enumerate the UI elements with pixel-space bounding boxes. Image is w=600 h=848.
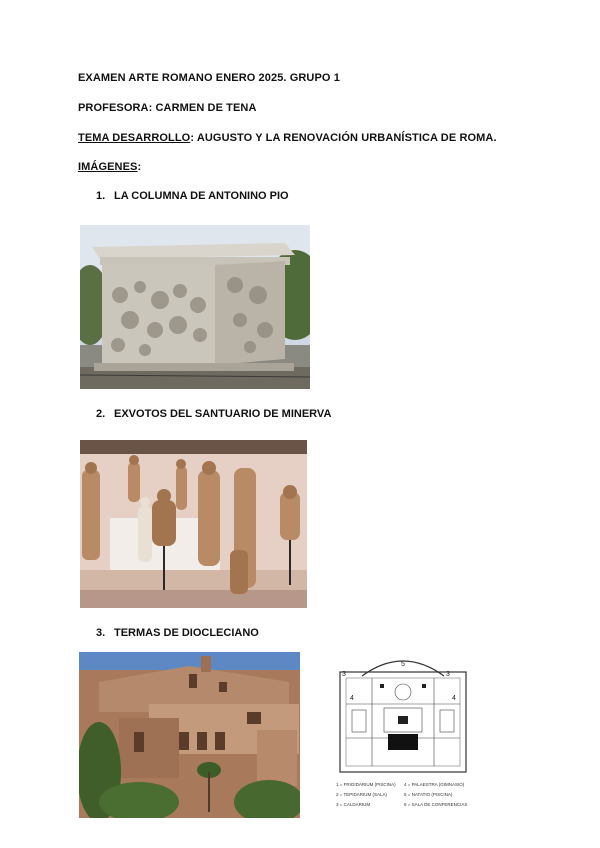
plan-legend-6: 6 = SALA DE CONFERENCIAS [404,802,468,807]
item-label: LA COLUMNA DE ANTONINO PIO [114,190,289,202]
topic-line [78,132,497,144]
teacher-name: PROFESORA: CARMEN DE TENA [78,102,257,114]
svg-text:3: 3 [342,671,346,678]
svg-text:4: 4 [350,695,354,702]
topic-text: : AUGUSTO Y LA RENOVACIÓN URBANÍSTICA DE ROMA. [190,132,497,144]
antonine-column-base-photo [80,225,310,389]
plan-legend-3: 3 = CALDARIUM [336,802,371,807]
plan-legend-5: 5 = NATATIO (PISCINA) [404,792,453,797]
svg-text:5: 5 [401,661,405,668]
images-heading [78,161,141,173]
item-number: 1. [96,190,106,202]
exam-title: EXAMEN ARTE ROMANO ENERO 2025. GRUPO 1 [78,72,340,84]
item-number: 3. [96,627,106,639]
list-item-2 [96,408,331,420]
plan-legend-1: 1 = FRIGIDARIUM (PISCINA) [336,782,396,787]
minerva-votives-photo [80,440,307,608]
plan-legend-2: 2 = TEPIDARIUM (SALA) [336,792,388,797]
item-label: EXVOTOS DEL SANTUARIO DE MINERVA [114,408,332,420]
item-label: TERMAS DE DIOCLECIANO [114,627,259,639]
diocletian-baths-photo [79,652,300,818]
svg-text:4: 4 [452,695,456,702]
list-item-1 [96,190,289,202]
plan-legend-4: 4 = PALAESTRA (GIMNASIO) [404,782,465,787]
list-item-3 [96,627,259,639]
svg-text:3: 3 [446,671,450,678]
images-colon: : [137,161,142,173]
item-number: 2. [96,408,106,420]
images-label: IMÁGENES [78,161,138,173]
diocletian-baths-floor-plan [332,652,474,812]
topic-label: TEMA DESARROLLO [78,132,191,144]
